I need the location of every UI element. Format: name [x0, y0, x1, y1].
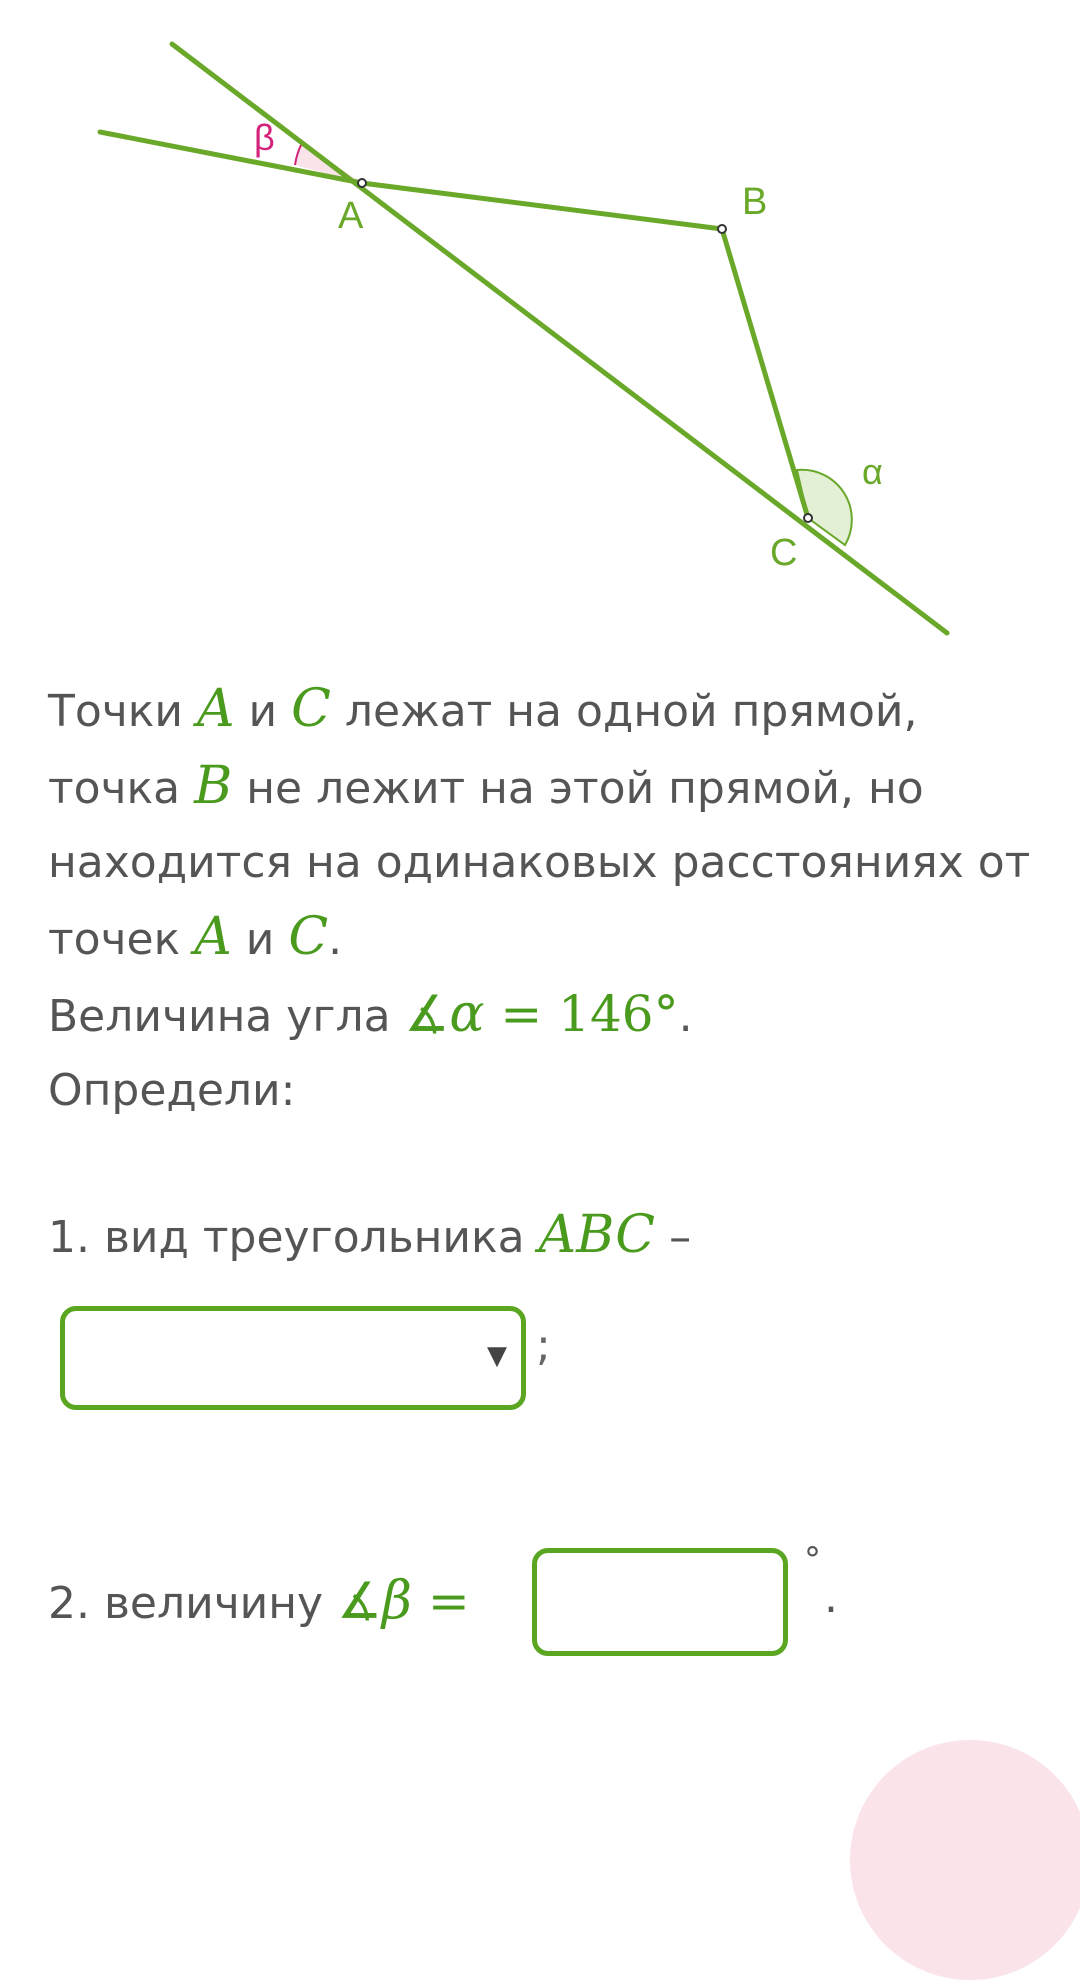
task-1-dash: –: [655, 1212, 692, 1263]
label-b: B: [742, 181, 768, 223]
math-c-2: C: [288, 907, 329, 967]
label-alpha: α: [862, 451, 883, 492]
problem-line-4: точек A и C.: [48, 907, 343, 967]
alpha-value: 146: [558, 985, 654, 1043]
degree-symbol: °: [653, 985, 679, 1043]
point-b: [718, 225, 726, 233]
math-alpha: α: [449, 984, 485, 1044]
problem-line-3: находится на одинаковых расстояниях от: [48, 837, 1031, 888]
angle-line: Величина угла ∡α = 146°.: [48, 984, 693, 1044]
math-a-2: A: [194, 907, 232, 967]
geometry-figure: [0, 0, 1080, 660]
point-a: [358, 179, 366, 187]
label-beta: β: [254, 117, 275, 158]
label-a: A: [338, 195, 364, 237]
answer-period: .: [824, 1572, 838, 1623]
math-beta: β: [381, 1571, 412, 1631]
task-1: [48, 1198, 691, 1275]
angle-symbol-2: ∡: [337, 1572, 382, 1630]
math-b: B: [194, 756, 233, 816]
beta-answer-input[interactable]: [532, 1548, 788, 1656]
determine-label: Определи:: [48, 1065, 296, 1116]
triangle-type-dropdown[interactable]: [60, 1306, 526, 1410]
label-c: C: [770, 532, 798, 574]
semicolon: ;: [536, 1320, 551, 1371]
problem-line-2: точка B не лежит на этой прямой, но: [48, 756, 924, 816]
segment-ab: [362, 183, 722, 229]
math-c: C: [291, 679, 331, 739]
angle-symbol: ∡: [404, 985, 450, 1043]
task-2: 2. величину ∡β =: [48, 1571, 470, 1631]
line-ac: [172, 44, 947, 633]
chevron-down-icon: ▼: [487, 1341, 507, 1371]
answer-degree-symbol: °: [804, 1540, 821, 1580]
problem-line-1: Точки A и C лежат на одной прямой,: [48, 679, 918, 739]
problem-statement: [48, 672, 1038, 1128]
task-1-text: 1. вид треугольника: [48, 1212, 539, 1263]
math-a: A: [196, 679, 235, 739]
decorative-circle: [850, 1740, 1080, 1980]
math-abc: ABC: [538, 1205, 656, 1265]
point-c: [804, 514, 812, 522]
task-2-text: 2. величину: [48, 1578, 338, 1629]
